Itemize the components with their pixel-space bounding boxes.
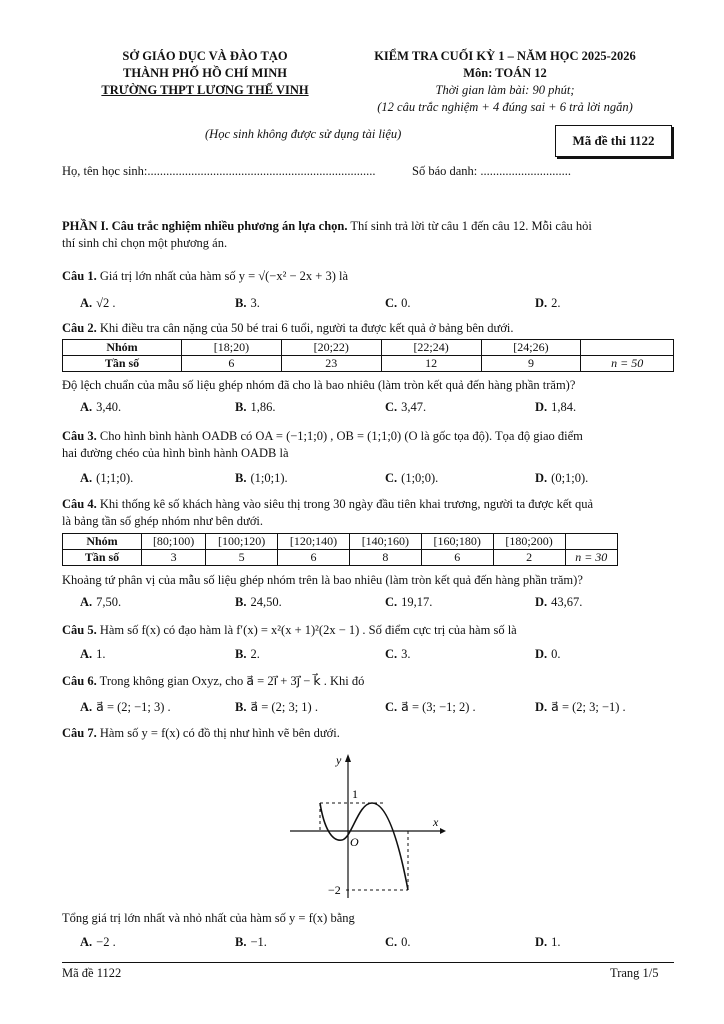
q6-option-d[interactable] [535,699,626,715]
option-label: A. [80,471,93,485]
question-1 [62,268,674,285]
part1-desc-2: thí sinh chỉ chọn một phương án. [62,236,228,250]
table-cell: [22;24) [381,340,481,356]
option-text: (0;1;0). [551,471,589,485]
q5-options [80,647,670,665]
department-name: SỞ GIÁO DỤC VÀ ĐÀO TẠO [122,49,288,63]
option-label: B. [235,400,247,414]
table-row [63,534,618,550]
y-axis-arrow [345,754,351,762]
table-cell: Nhóm [63,340,182,356]
part1-title: PHẦN I. Câu trắc nghiệm nhiều phương án lựa chọn. [62,219,348,233]
q7-text: Hàm số y = f(x) có đồ thị như hình vẽ bên dưới. [96,726,340,740]
option-text: 7,50. [96,595,122,609]
part1-intro [62,218,674,252]
q4-label: Câu 4. [62,497,97,511]
option-text: 0. [401,296,411,310]
option-text: 1. [96,647,106,661]
table-cell: Nhóm [63,534,142,550]
option-text: a⃗ = (2; 3; −1) . [551,700,626,714]
option-text: 2. [551,296,561,310]
table-cell: [140;160) [349,534,421,550]
table-cell: n = 50 [581,356,674,372]
y-max-label: 1 [352,787,358,801]
q5-option-d[interactable] [535,647,561,662]
table-cell: [24;26) [481,340,581,356]
q5-option-a[interactable] [80,647,106,662]
student-name-line: Họ, tên học sinh:......................................................................... [62,164,376,178]
option-text: 3. [250,296,260,310]
q2-after-text: Độ lệch chuẩn của mẫu số liệu ghép nhóm đã cho là bao nhiêu (làm tròn kết quả đến hàng phần trăm)? [62,378,576,392]
table-cell: 6 [278,550,350,566]
q1-option-d[interactable] [535,296,561,311]
q3-option-a[interactable] [80,471,133,486]
q3-label: Câu 3. [62,429,97,443]
option-text: 43,67. [551,595,583,609]
q3-option-b[interactable] [235,471,288,486]
option-text: 0. [551,647,561,661]
duration: Thời gian làm bài: 90 phút; [435,83,575,97]
table-cell: [120;140) [278,534,350,550]
option-text: −2 . [96,935,116,949]
table-row [63,550,618,566]
q4-after-text: Khoảng tứ phân vị của mẫu số liệu ghép nhóm trên là bao nhiêu (làm tròn kết quả đến hàng phần trăm)? [62,573,583,587]
q2-frequency-table [62,339,674,372]
part1-desc-1: Thí sinh trả lời từ câu 1 đến câu 12. Mỗi câu hỏi [347,219,592,233]
table-cell: 6 [421,550,493,566]
student-id-line: Số báo danh: ............................. [412,164,572,178]
q3-options [80,471,670,489]
option-text: 0. [401,935,411,949]
option-label: D. [535,647,548,661]
q7-after-text: Tổng giá trị lớn nhất và nhỏ nhất của hàm số y = f(x) bằng [62,911,355,925]
option-label: B. [235,471,247,485]
option-text: 19,17. [401,595,433,609]
city-name: THÀNH PHỐ HỒ CHÍ MINH [123,66,287,80]
option-label: B. [235,700,247,714]
option-text: 1,86. [250,400,276,414]
table-cell: 23 [281,356,381,372]
option-text: 3,40. [96,400,122,414]
option-label: C. [385,400,398,414]
q7-option-a[interactable] [80,935,116,950]
exam-structure: (12 câu trắc nghiệm + 4 đúng sai + 6 trả lời ngắn) [377,100,633,114]
option-text: √2 . [96,296,116,310]
option-label: A. [80,700,93,714]
option-label: C. [385,471,398,485]
exam-title: KIỂM TRA CUỐI KỲ 1 – NĂM HỌC 2025-2026 [374,49,636,63]
q4-text-1: Khi thống kê số khách hàng vào siêu thị trong 30 ngày đầu tiên khai trương, người ta được kết quả [96,497,594,511]
q2-option-a[interactable] [80,400,121,415]
q6-option-c[interactable] [385,699,476,715]
x-axis-label: x [433,815,439,829]
table-row [63,356,674,372]
option-label: C. [385,647,398,661]
subject: Môn: TOÁN 12 [463,66,547,80]
table-cell: 8 [349,550,421,566]
table-cell: [180;200) [493,534,565,550]
option-label: A. [80,400,93,414]
question-5 [62,622,674,639]
q7-option-c[interactable] [385,935,411,950]
table-cell: 3 [142,550,206,566]
option-text: −1. [250,935,267,949]
option-label: D. [535,935,548,949]
table-cell: [20;22) [281,340,381,356]
function-curve [320,803,408,890]
table-cell: Tần số [63,550,142,566]
y-min-label: −2 [328,883,341,897]
q4-option-c[interactable] [385,595,432,610]
option-text: (1;1;0). [96,471,134,485]
option-text: 3. [401,647,411,661]
option-label: C. [385,296,398,310]
option-label: C. [385,700,398,714]
option-text: (1;0;1). [250,471,288,485]
q7-option-b[interactable] [235,935,267,950]
q3-text-1: Cho hình bình hành OADB có OA = (−1;1;0) , OB = (1;1;0) (O là gốc tọa độ). Tọa độ giao điểm [96,429,583,443]
table-cell: 6 [182,356,282,372]
option-label: A. [80,647,93,661]
q2-option-b[interactable] [235,400,275,415]
q5-option-c[interactable] [385,647,411,662]
y-axis-label: y [336,753,342,767]
exam-note: (Học sinh không được sử dụng tài liệu) [205,127,402,141]
option-label: D. [535,595,548,609]
table-cell: 12 [381,356,481,372]
question-3 [62,428,674,462]
q4-option-b[interactable] [235,595,282,610]
option-label: B. [235,647,247,661]
question-7 [62,725,674,742]
option-label: B. [235,935,247,949]
table-cell: [160;180) [421,534,493,550]
q6-text: Trong không gian Oxyz, cho a⃗ = 2i⃗ + 3j⃗ − k⃗ . Khi đó [96,674,365,688]
footer-exam-code: Mã đề 1122 [62,966,122,980]
table-cell: n = 30 [565,550,618,566]
table-cell: 2 [493,550,565,566]
option-label: A. [80,595,93,609]
footer-divider [62,962,674,963]
q1-label: Câu 1. [62,269,97,283]
option-text: a⃗ = (3; −1; 2) . [401,700,476,714]
q4-options [80,595,670,613]
q2-text: Khi điều tra cân nặng của 50 bé trai 6 tuổi, người ta được kết quả ở bảng bên dưới. [96,321,514,335]
q7-option-d[interactable] [535,935,561,950]
option-label: C. [385,595,398,609]
table-cell: [100;120) [206,534,278,550]
q5-text: Hàm số f(x) có đạo hàm là f′(x) = x²(x + 1)²(2x − 1) . Số điểm cực trị của hàm số là [96,623,517,637]
footer-page-number: Trang 1/5 [610,966,659,980]
q5-label: Câu 5. [62,623,97,637]
option-text: 1,84. [551,400,577,414]
q1-option-b[interactable] [235,296,260,311]
q4-option-d[interactable] [535,595,582,610]
table-cell [581,340,674,356]
option-label: B. [235,595,247,609]
question-4 [62,496,674,530]
table-cell: [80;100) [142,534,206,550]
q3-option-d[interactable] [535,471,588,486]
q2-options [80,400,670,418]
question-2 [62,320,674,337]
q1-option-c[interactable] [385,296,411,311]
q6-option-a[interactable] [80,699,171,715]
q1-text: Giá trị lớn nhất của hàm số y = √(−x² − 2x + 3) là [96,269,349,283]
option-label: D. [535,296,548,310]
q7-function-graph [280,748,450,908]
origin-label: O [350,835,359,849]
exam-header [345,48,665,116]
option-label: A. [80,296,93,310]
q6-label: Câu 6. [62,674,97,688]
option-label: D. [535,400,548,414]
option-text: 3,47. [401,400,427,414]
question-6 [62,673,674,690]
option-text: (1;0;0). [401,471,439,485]
table-cell: 9 [481,356,581,372]
q6-options [80,699,670,717]
table-cell [565,534,618,550]
table-cell: Tần số [63,356,182,372]
q3-text-2: hai đường chéo của hình bình hành OADB là [62,446,289,460]
q2-option-c[interactable] [385,400,426,415]
option-text: 24,50. [250,595,282,609]
q2-label: Câu 2. [62,321,97,335]
q1-options [80,296,670,314]
exam-code-box: Mã đề thi 1122 [555,125,672,157]
option-text: 1. [551,935,561,949]
school-header [70,48,340,99]
q5-option-b[interactable] [235,647,260,662]
table-cell: [18;20) [182,340,282,356]
q7-label: Câu 7. [62,726,97,740]
option-label: B. [235,296,247,310]
option-label: D. [535,471,548,485]
option-text: 2. [250,647,260,661]
x-axis-arrow [440,828,446,834]
q6-option-b[interactable] [235,699,318,715]
school-name: TRƯỜNG THPT LƯƠNG THẾ VINH [101,83,309,97]
option-label: C. [385,935,398,949]
option-text: a⃗ = (2; −1; 3) . [96,700,171,714]
option-label: A. [80,935,93,949]
table-cell: 5 [206,550,278,566]
q7-options [80,935,670,953]
q3-option-c[interactable] [385,471,438,486]
table-row [63,340,674,356]
q4-option-a[interactable] [80,595,121,610]
q2-option-d[interactable] [535,400,576,415]
q4-frequency-table [62,533,618,566]
q1-option-a[interactable] [80,296,116,311]
option-text: a⃗ = (2; 3; 1) . [250,700,318,714]
q4-text-2: là bảng tần số ghép nhóm như bên dưới. [62,514,264,528]
option-label: D. [535,700,548,714]
